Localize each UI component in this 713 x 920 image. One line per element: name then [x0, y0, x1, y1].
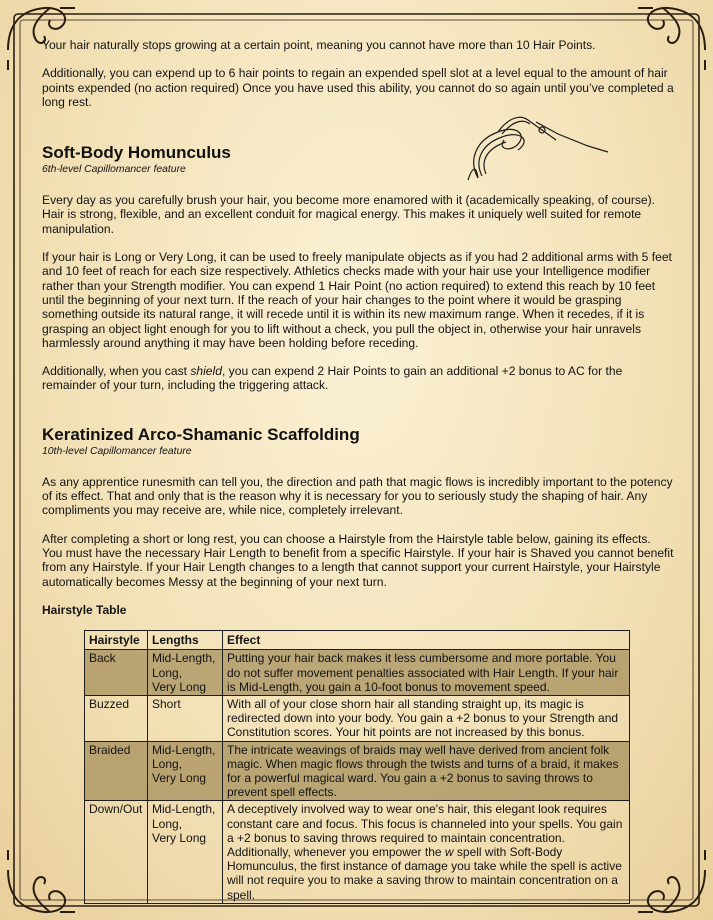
cell-effect: With all of your close shorn hair all standing straight up, its magic is redirected down into your body. You gain a +2 bonus to your Strength and Constitution scores. Your hit points are not increased by this bonus.: [223, 695, 630, 741]
cell-lengths: Mid-Length, Long, Very Long: [148, 801, 223, 903]
section2-paragraph-1: As any apprentice runesmith can tell you, the direction and path that magic flows is incredibly important to the potency of its effect. That and only that is the reason why it is necessary for you to seriously study the shaping of hair. Any compliments you may receive are, while nice, completely irrelevant.: [42, 474, 673, 518]
page-content: [42, 38, 674, 904]
cell-hairstyle: Braided: [85, 741, 148, 801]
cell-hairstyle: Down/Out: [85, 801, 148, 903]
cell-lengths: Mid-Length, Long, Very Long: [148, 741, 223, 801]
table-row: [85, 650, 630, 696]
section1-paragraph-3: Additionally, when you cast shield, you can expend 2 Hair Points to gain an additional +2 bonus to AC for the remainder of your turn, including the triggering attack.: [42, 364, 623, 393]
cell-effect: Putting your hair back makes it less cumbersome and more portable. You do not suffer movement penalties associated with Hair Length. If your hair is Mid-Length, you gain a 10-foot bonus to movement speed.: [223, 650, 630, 696]
section-subtitle: 6th-level Capillomancer feature: [42, 164, 186, 176]
column-header: Effect: [223, 631, 630, 650]
cell-hairstyle: Buzzed: [85, 695, 148, 741]
cell-hairstyle: Back: [85, 650, 148, 696]
column-header: Lengths: [148, 631, 223, 650]
section2-paragraph-2: After completing a short or long rest, you can choose a Hairstyle from the Hairstyle table below, gaining its effects. You must have the necessary Hair Length to benefit from a specific Hairstyle. If your hair is Shaved you cannot benefit from any Hairstyle. If your Hair Length changes to a length that cannot support your current Hairstyle, your Hairstyle automatically becomes Messy at the beginning of your next turn.: [42, 531, 674, 589]
table-title: Hairstyle Table: [42, 602, 127, 617]
intro-paragraph-2: Additionally, you can expend up to 6 hair points to regain an expended spell slot at a level equal to the amount of hair points expended (no action required) Once you have used this ability, you cannot do so again until you’ve completed a long rest.: [42, 66, 674, 109]
table-row: [85, 695, 630, 741]
column-header: Hairstyle: [85, 631, 148, 650]
spell-name-shield: shield: [190, 364, 222, 379]
section1-paragraph-2: If your hair is Long or Very Long, it can be used to freely manipulate objects as if you had 2 additional arms with 5 feet and 10 feet of reach for each size respectively. Athletics checks made with your hair use your Intelligence modifier rather than your Strength modifier. You can expend 1 Hair Point (no action required) to extend this reach by 10 feet until the beginning of your next turn. If the reach of your hair changes to the point where it would be grasping something outside its natural range, it will recede until it is within its new maximum range. When it recedes, if it is grasping an object light enough for you to lift without a check, you pull the object in, otherwise your hair unravels harmlessly around anything it may have been holding before receding.: [42, 250, 672, 350]
table-row: [85, 741, 630, 801]
cell-lengths: Short: [148, 695, 223, 741]
section-heading-keratinized-scaffolding: Keratinized Arco-Shamanic Scaffolding: [42, 424, 360, 444]
cell-effect: A deceptively involved way to wear one's hair, this elegant look requires constant care and focus. This focus is channeled into your spells. You gain a +2 bonus to saving throws required to maintain concentration. Additionally, whenever you empower the w spell with Soft-Body Homunculus, the first instance of damage you take while the spell is active will not require you to make a saving throw to maintain concentration on a spell.: [223, 801, 630, 903]
intro-paragraph-1: Your hair naturally stops growing at a certain point, meaning you cannot have more than 10 Hair Points.: [42, 38, 596, 52]
cell-lengths: Mid-Length, Long, Very Long: [148, 650, 223, 696]
cell-effect: The intricate weavings of braids may well have derived from ancient folk magic. When magic flows through the twists and turns of a braid, it makes for a powerful magical ward. You gain a +2 bonus to saving throws to prevent spell effects.: [223, 741, 630, 801]
hairstyle-table: [84, 630, 630, 904]
section-subtitle: 10th-level Capillomancer feature: [42, 445, 192, 457]
section1-paragraph-1: Every day as you carefully brush your hair, you become more enamored with it (academically speaking, of course). Hair is strong, flexible, and an excellent conduit for magical energy. This makes it uniquely well suited for remote manipulation.: [42, 193, 656, 236]
table-row: [85, 801, 630, 903]
section-heading-soft-body-homunculus: Soft-Body Homunculus: [42, 143, 231, 163]
table-header-row: [85, 631, 630, 650]
